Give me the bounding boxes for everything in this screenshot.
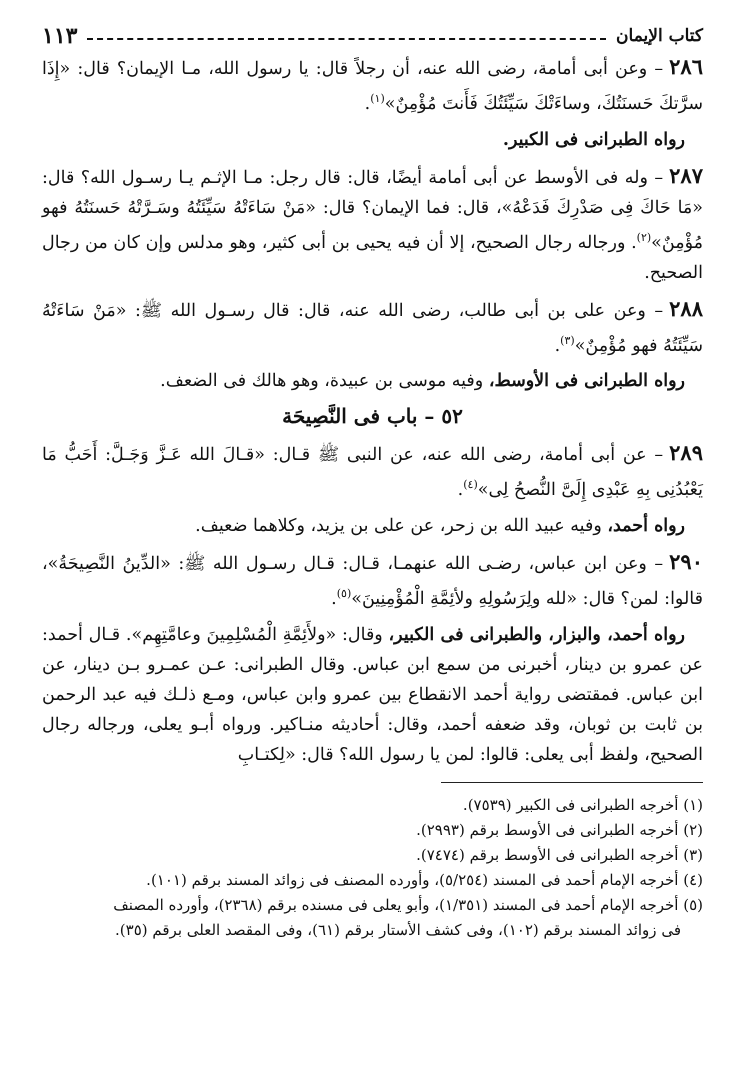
attribution — [42, 125, 703, 155]
footnote: (١) أخرجه الطبرانى فى الكبير (٧٥٣٩). — [462, 796, 703, 815]
page — [42, 20, 703, 1083]
hadith-number: ٢٩٠ — [669, 549, 703, 575]
hadith-number: ٢٨٧ — [669, 162, 703, 188]
footnote-separator — [441, 782, 703, 783]
hadith-tail: . — [364, 93, 371, 114]
footnote-ref: (٣) — [560, 333, 575, 347]
attribution — [42, 620, 703, 770]
hadith-289 — [42, 438, 703, 505]
running-header — [42, 20, 703, 52]
hadith-number: ٢٨٩ — [669, 440, 703, 466]
attribution-text: وفيه موسى بن عبيدة، وهو هالك فى الضعف. — [160, 371, 489, 392]
hadith-tail: . — [457, 480, 464, 501]
footnote: (٢) أخرجه الطبرانى فى الأوسط برقم (٢٩٩٣). — [416, 821, 703, 840]
chapter-heading: ٥٢ – باب فى النَّصِيحَة — [282, 404, 463, 429]
hadith-tail: . — [331, 589, 337, 610]
attribution-text: وقال: «ولأَئِمَّةِ الْمُسْلِمِينَ وعامَّتِهِم». قـال أحمد: عن عمرو بن دينار، أخبرنى من سمع ابن عباس. وقال الطبرانى: عـن عمـرو بـن دينار، عن ابن عباس. فمقتضى رواية أحمد الانقطاع بين عمرو وابن عباس، ومـع ذلـك فيه عبد الرحمن بن ثابت بن ثوبان، وقد ضعفه أحمد، وقال: أحاديثه منـاكير. ورواه أبـو يعلى، ورجاله رجال الصحيح، ولفظ أبى يعلى: قالوا: لمن يا رسول الله؟ قال: «لِكتـابِ — [42, 625, 703, 766]
header-dashed-rule — [87, 38, 606, 40]
footnote-ref: (١) — [370, 92, 385, 105]
hadith-286 — [42, 52, 703, 119]
attribution-source: رواه الطبرانى فى الأوسط، — [488, 371, 685, 392]
hadith-287 — [42, 161, 703, 288]
hadith-290 — [42, 547, 703, 614]
attribution — [42, 366, 703, 396]
book-title: كتاب الإيمان — [616, 26, 703, 46]
hadith-text: – وعن على بن أبى طالب، رضى الله عنه، قال: قال رسـول الله ﷺ: «مَنْ سَاءَتْهُ سَيِّئَتُهُ فهو مُؤْمِنٌ» — [42, 300, 703, 356]
footnote: (٣) أخرجه الطبرانى فى الأوسط برقم (٧٤٧٤). — [416, 846, 703, 865]
hadith-number: ٢٨٦ — [669, 54, 703, 79]
footnote: (٥) أخرجه الإمام أحمد فى المسند (١/٣٥١)، وأبو يعلى فى مسنده برقم (٢٣٦٨)، وأورده المصنف — [113, 896, 703, 915]
attribution-source: رواه أحمد، — [607, 516, 685, 537]
hadith-tail: . ورجاله رجال الصحيح، إلا أن فيه يحيى بن أبى كثير، وهو مدلس وإن كان من رجال الصحيح. — [42, 232, 703, 283]
footnote-continuation: فى زوائد المسند برقم (١٠٢)، وفى كشف الأستار برقم (٦١)، وفى المقصد العلى برقم (٣٥). — [115, 921, 681, 940]
hadith-text: – وعن ابن عباس، رضـى الله عنهمـا، قـال: قـال رسـول الله ﷺ: «الدِّينُ النَّصِيحَةُ»، قالوا: لمن؟ قال: «لله ولِرَسُولِهِ ولأئِمَّةِ الْمُؤْمِنِينَ» — [42, 554, 703, 610]
hadith-tail: . — [554, 335, 561, 356]
hadith-text: – وعن أبى أمامة، رضى الله عنه، أن رجلاً قال: يا رسول الله، مـا الإيمان؟ قال: «إِذَا سرَّتكَ حَسنَتُكَ، وساءَتْكَ سَيِّئَتُكَ فَأَنتَ مُؤْمِنٌ» — [42, 59, 703, 114]
attribution-source: رواه أحمد، والبزار، والطبرانى فى الكبير، — [388, 625, 685, 646]
footnotes — [42, 793, 703, 943]
attribution-source: رواه الطبرانى فى الكبير. — [502, 129, 685, 150]
page-number: ١١٣ — [42, 23, 78, 49]
attribution — [42, 511, 703, 541]
footnote-ref: (٢) — [636, 230, 652, 244]
footnote-ref: (٤) — [463, 478, 478, 492]
hadith-text: – وله فى الأوسط عن أبى أمامة أيضًا، قال: قال رجل: مـا الإثـم يـا رسـول الله؟ قال: «مَا حَاكَ فِى صَدْرِكَ فَدَعْهُ»، قال: فما الإيمان؟ قال: «مَنْ سَاءَتْهُ سَيِّئَتُهُ وسَـرَّتْهُ حَسنَتُهُ فهو مُؤْمِنٌ» — [42, 167, 703, 253]
attribution-text: وفيه عبيد الله بن زحر، عن على بن يزيد، وكلاهما ضعيف. — [195, 516, 608, 537]
hadith-number: ٢٨٨ — [669, 295, 703, 321]
footnote: (٤) أخرجه الإمام أحمد فى المسند (٥/٢٥٤)، وأورده المصنف فى زوائد المسند برقم (١٠١). — [146, 871, 703, 890]
hadith-288 — [42, 294, 703, 361]
hadith-text: – عن أبى أمامة، رضى الله عنه، عن النبى ﷺ قـال: «قـالَ الله عَـزَّ وَجَـلَّ: أَحَبُّ مَا يَعْبُدُنِى بِهِ عَبْدِى إِلَىَّ النُّصحُ لِى» — [42, 445, 703, 501]
footnote-ref: (٥) — [336, 587, 352, 601]
